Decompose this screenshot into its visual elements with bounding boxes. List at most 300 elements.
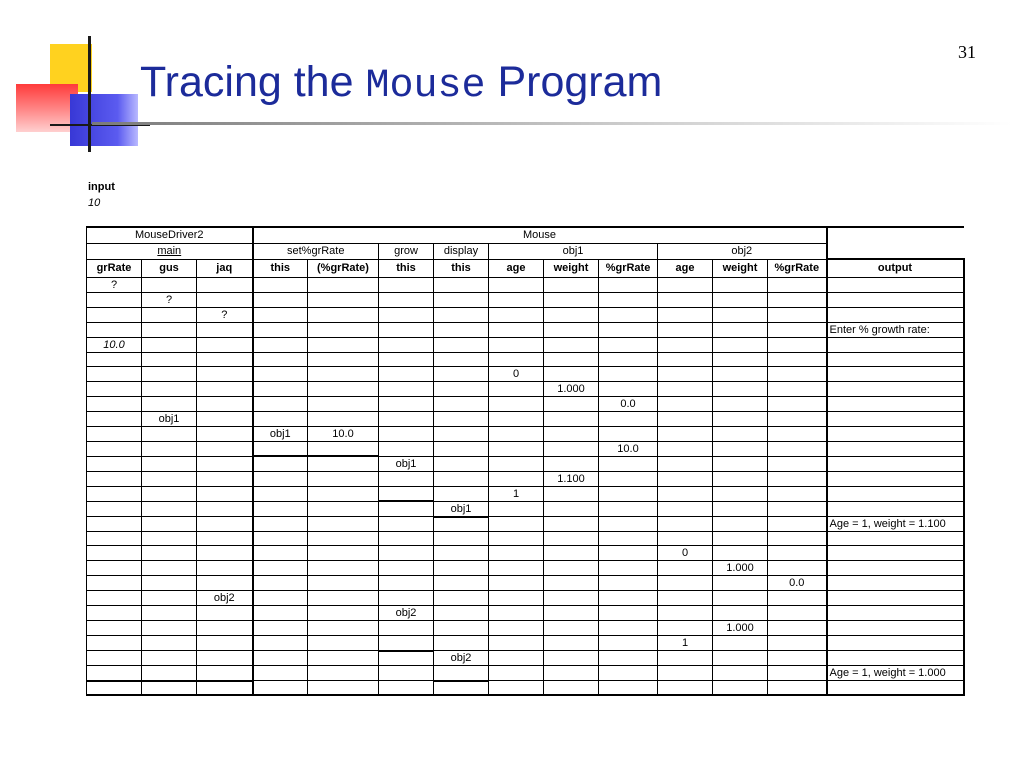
table-cell bbox=[599, 292, 658, 307]
table-cell bbox=[768, 517, 827, 532]
table-cell bbox=[544, 576, 599, 591]
table-cell bbox=[197, 381, 253, 396]
table-cell bbox=[308, 396, 379, 411]
table-cell bbox=[434, 517, 489, 532]
table-cell bbox=[599, 546, 658, 561]
table-cell bbox=[197, 517, 253, 532]
table-cell bbox=[87, 352, 142, 366]
table-cell bbox=[308, 322, 379, 337]
table-cell bbox=[87, 366, 142, 381]
column-header: this bbox=[253, 259, 308, 277]
table-cell bbox=[308, 591, 379, 606]
table-cell bbox=[658, 411, 713, 426]
title-prefix: Tracing the bbox=[140, 58, 366, 106]
table-cell bbox=[713, 546, 768, 561]
output-cell bbox=[827, 532, 964, 546]
table-cell: 10.0 bbox=[308, 426, 379, 441]
table-cell bbox=[713, 576, 768, 591]
table-cell bbox=[544, 651, 599, 666]
table-cell bbox=[599, 456, 658, 471]
table-cell bbox=[658, 501, 713, 517]
table-cell bbox=[544, 426, 599, 441]
table-cell bbox=[768, 456, 827, 471]
table-cell bbox=[308, 621, 379, 636]
table-cell bbox=[308, 681, 379, 695]
table-cell bbox=[253, 591, 308, 606]
table-cell bbox=[713, 471, 768, 486]
table-cell bbox=[713, 292, 768, 307]
table-cell bbox=[142, 561, 197, 576]
output-cell bbox=[827, 411, 964, 426]
header-row-classes bbox=[87, 227, 964, 243]
table-cell bbox=[489, 381, 544, 396]
table-cell bbox=[197, 546, 253, 561]
table-cell bbox=[713, 411, 768, 426]
table-cell bbox=[87, 666, 142, 681]
table-cell bbox=[544, 517, 599, 532]
output-cell bbox=[827, 426, 964, 441]
table-cell bbox=[142, 337, 197, 352]
table-row bbox=[87, 621, 964, 636]
table-cell bbox=[768, 411, 827, 426]
column-header: age bbox=[489, 259, 544, 277]
table-cell bbox=[544, 366, 599, 381]
table-cell bbox=[658, 381, 713, 396]
table-cell bbox=[87, 441, 142, 456]
table-cell bbox=[142, 651, 197, 666]
table-cell bbox=[308, 546, 379, 561]
output-cell bbox=[827, 441, 964, 456]
table-cell bbox=[713, 381, 768, 396]
table-cell bbox=[142, 277, 197, 292]
table-cell bbox=[434, 411, 489, 426]
table-cell bbox=[489, 576, 544, 591]
table-cell bbox=[434, 561, 489, 576]
table-cell bbox=[253, 681, 308, 695]
table-cell bbox=[768, 636, 827, 651]
table-cell bbox=[197, 366, 253, 381]
table-cell bbox=[253, 576, 308, 591]
table-cell bbox=[197, 277, 253, 292]
table-cell bbox=[658, 621, 713, 636]
table-row bbox=[87, 277, 964, 292]
table-cell bbox=[87, 532, 142, 546]
table-cell bbox=[658, 396, 713, 411]
table-row bbox=[87, 486, 964, 501]
table-row bbox=[87, 576, 964, 591]
table-cell bbox=[379, 426, 434, 441]
table-cell bbox=[658, 352, 713, 366]
table-row bbox=[87, 517, 964, 532]
table-cell bbox=[142, 517, 197, 532]
table-cell bbox=[308, 411, 379, 426]
table-cell bbox=[768, 666, 827, 681]
table-row bbox=[87, 591, 964, 606]
table-cell bbox=[87, 621, 142, 636]
output-cell bbox=[827, 651, 964, 666]
table-cell bbox=[489, 352, 544, 366]
table-cell bbox=[599, 426, 658, 441]
table-cell bbox=[434, 292, 489, 307]
column-header: output bbox=[827, 259, 964, 277]
table-cell bbox=[379, 366, 434, 381]
table-cell: ? bbox=[87, 277, 142, 292]
table-cell: 1 bbox=[658, 636, 713, 651]
table-cell: 1.000 bbox=[713, 561, 768, 576]
table-cell bbox=[308, 486, 379, 501]
table-cell bbox=[197, 292, 253, 307]
column-header: age bbox=[658, 259, 713, 277]
table-cell bbox=[434, 307, 489, 322]
table-cell bbox=[434, 322, 489, 337]
table-row bbox=[87, 381, 964, 396]
table-cell bbox=[434, 576, 489, 591]
table-cell: obj1 bbox=[379, 456, 434, 471]
table-cell bbox=[768, 651, 827, 666]
table-cell bbox=[434, 681, 489, 695]
table-cell bbox=[379, 411, 434, 426]
table-cell bbox=[379, 352, 434, 366]
table-row bbox=[87, 337, 964, 352]
table-cell bbox=[599, 322, 658, 337]
table-cell bbox=[599, 501, 658, 517]
table-cell bbox=[87, 456, 142, 471]
table-cell bbox=[658, 322, 713, 337]
table-row bbox=[87, 366, 964, 381]
table-cell bbox=[768, 546, 827, 561]
table-cell bbox=[308, 517, 379, 532]
table-cell bbox=[434, 426, 489, 441]
table-cell bbox=[489, 471, 544, 486]
column-header: weight bbox=[713, 259, 768, 277]
table-cell bbox=[142, 366, 197, 381]
table-cell bbox=[253, 486, 308, 501]
table-row bbox=[87, 651, 964, 666]
table-cell bbox=[544, 292, 599, 307]
table-cell bbox=[434, 396, 489, 411]
table-cell bbox=[308, 337, 379, 352]
table-cell bbox=[713, 486, 768, 501]
table-cell bbox=[544, 681, 599, 695]
table-cell bbox=[713, 456, 768, 471]
table-cell bbox=[489, 621, 544, 636]
table-cell bbox=[489, 636, 544, 651]
table-cell bbox=[379, 532, 434, 546]
table-cell bbox=[379, 277, 434, 292]
table-cell: 0 bbox=[489, 366, 544, 381]
table-cell bbox=[197, 576, 253, 591]
table-cell: ? bbox=[197, 307, 253, 322]
header-blank-2 bbox=[827, 243, 964, 259]
table-cell bbox=[544, 456, 599, 471]
table-cell bbox=[87, 381, 142, 396]
column-header: jaq bbox=[197, 259, 253, 277]
table-cell bbox=[544, 591, 599, 606]
table-cell bbox=[489, 532, 544, 546]
table-cell bbox=[658, 591, 713, 606]
table-row bbox=[87, 681, 964, 695]
header-blank bbox=[827, 227, 964, 243]
table-cell bbox=[544, 307, 599, 322]
table-cell bbox=[308, 352, 379, 366]
table-cell bbox=[658, 307, 713, 322]
table-cell bbox=[599, 681, 658, 695]
page-number: 31 bbox=[958, 42, 976, 62]
table-cell bbox=[308, 576, 379, 591]
table-cell bbox=[253, 381, 308, 396]
table-cell bbox=[713, 277, 768, 292]
table-cell bbox=[142, 532, 197, 546]
table-cell bbox=[658, 486, 713, 501]
table-cell bbox=[253, 532, 308, 546]
table-cell bbox=[658, 471, 713, 486]
table-cell bbox=[379, 591, 434, 606]
table-cell bbox=[253, 411, 308, 426]
table-cell bbox=[658, 576, 713, 591]
table-cell bbox=[768, 486, 827, 501]
table-cell bbox=[308, 441, 379, 456]
output-cell bbox=[827, 561, 964, 576]
table-cell bbox=[379, 292, 434, 307]
table-cell bbox=[253, 561, 308, 576]
slide-title bbox=[140, 58, 662, 109]
table-cell bbox=[434, 366, 489, 381]
table-cell bbox=[142, 352, 197, 366]
table-cell bbox=[713, 591, 768, 606]
table-cell bbox=[379, 636, 434, 651]
header-method-grow: grow bbox=[379, 243, 434, 259]
logo-vertical-line bbox=[88, 36, 91, 152]
table-cell bbox=[599, 352, 658, 366]
table-cell bbox=[87, 426, 142, 441]
table-cell bbox=[489, 561, 544, 576]
table-cell bbox=[142, 396, 197, 411]
table-cell: 10.0 bbox=[599, 441, 658, 456]
table-cell bbox=[142, 666, 197, 681]
table-cell bbox=[434, 606, 489, 621]
table-cell bbox=[87, 636, 142, 651]
title-underline bbox=[92, 122, 1012, 125]
table-cell bbox=[768, 352, 827, 366]
table-row bbox=[87, 396, 964, 411]
table-cell bbox=[544, 486, 599, 501]
table-cell bbox=[87, 322, 142, 337]
table-cell bbox=[489, 456, 544, 471]
table-cell bbox=[489, 292, 544, 307]
output-cell bbox=[827, 471, 964, 486]
slide-logo bbox=[0, 0, 160, 160]
table-cell bbox=[142, 636, 197, 651]
table-cell bbox=[599, 561, 658, 576]
table-cell bbox=[489, 307, 544, 322]
table-cell bbox=[544, 352, 599, 366]
table-cell bbox=[658, 561, 713, 576]
table-cell bbox=[713, 666, 768, 681]
table-cell bbox=[599, 606, 658, 621]
table-cell bbox=[379, 576, 434, 591]
table-cell bbox=[308, 277, 379, 292]
table-cell bbox=[253, 471, 308, 486]
table-cell bbox=[253, 501, 308, 517]
table-cell bbox=[87, 486, 142, 501]
table-cell bbox=[599, 532, 658, 546]
table-cell bbox=[253, 337, 308, 352]
table-cell bbox=[308, 292, 379, 307]
table-cell bbox=[253, 456, 308, 471]
table-cell bbox=[489, 517, 544, 532]
table-cell bbox=[599, 381, 658, 396]
table-cell bbox=[489, 501, 544, 517]
table-cell bbox=[197, 606, 253, 621]
output-cell bbox=[827, 591, 964, 606]
table-cell bbox=[253, 621, 308, 636]
column-header: grRate bbox=[87, 259, 142, 277]
table-cell bbox=[544, 546, 599, 561]
table-cell bbox=[434, 456, 489, 471]
table-cell bbox=[658, 651, 713, 666]
table-cell bbox=[544, 337, 599, 352]
table-cell bbox=[308, 307, 379, 322]
table-cell bbox=[599, 307, 658, 322]
table-cell bbox=[544, 532, 599, 546]
table-cell bbox=[713, 532, 768, 546]
table-cell bbox=[713, 681, 768, 695]
table-cell bbox=[142, 546, 197, 561]
table-row bbox=[87, 636, 964, 651]
table-row bbox=[87, 426, 964, 441]
table-cell bbox=[434, 337, 489, 352]
header-object-obj1: obj1 bbox=[489, 243, 658, 259]
table-cell bbox=[599, 591, 658, 606]
table-cell bbox=[544, 666, 599, 681]
table-cell bbox=[544, 441, 599, 456]
table-cell bbox=[308, 606, 379, 621]
table-cell bbox=[253, 277, 308, 292]
table-row bbox=[87, 501, 964, 517]
table-cell bbox=[253, 666, 308, 681]
table-row bbox=[87, 532, 964, 546]
table-cell bbox=[308, 471, 379, 486]
table-cell bbox=[434, 441, 489, 456]
table-cell bbox=[544, 606, 599, 621]
table-cell bbox=[489, 591, 544, 606]
output-cell bbox=[827, 277, 964, 292]
table-cell bbox=[768, 337, 827, 352]
table-cell bbox=[489, 666, 544, 681]
table-cell bbox=[768, 591, 827, 606]
table-cell bbox=[599, 471, 658, 486]
table-cell bbox=[142, 307, 197, 322]
table-cell bbox=[87, 546, 142, 561]
table-cell bbox=[142, 456, 197, 471]
table-cell bbox=[87, 411, 142, 426]
output-cell bbox=[827, 381, 964, 396]
output-cell bbox=[827, 546, 964, 561]
table-cell bbox=[713, 337, 768, 352]
table-cell bbox=[197, 486, 253, 501]
table-cell bbox=[713, 366, 768, 381]
table-cell bbox=[379, 396, 434, 411]
column-header: this bbox=[434, 259, 489, 277]
table-cell bbox=[768, 307, 827, 322]
table-cell bbox=[768, 441, 827, 456]
table-cell bbox=[713, 307, 768, 322]
output-cell bbox=[827, 576, 964, 591]
table-cell bbox=[87, 307, 142, 322]
logo-blue-square bbox=[70, 94, 138, 146]
output-cell bbox=[827, 366, 964, 381]
table-cell bbox=[87, 651, 142, 666]
table-cell bbox=[87, 591, 142, 606]
table-cell bbox=[768, 366, 827, 381]
table-cell bbox=[197, 322, 253, 337]
table-cell bbox=[87, 561, 142, 576]
table-row bbox=[87, 471, 964, 486]
output-cell bbox=[827, 292, 964, 307]
table-cell bbox=[197, 501, 253, 517]
table-cell bbox=[253, 651, 308, 666]
input-label: input bbox=[88, 181, 115, 193]
table-cell bbox=[197, 411, 253, 426]
table-cell bbox=[253, 396, 308, 411]
table-cell bbox=[379, 307, 434, 322]
table-cell bbox=[87, 681, 142, 695]
table-cell bbox=[142, 681, 197, 695]
table-cell bbox=[197, 337, 253, 352]
table-cell: ? bbox=[142, 292, 197, 307]
table-cell bbox=[197, 636, 253, 651]
column-header: this bbox=[379, 259, 434, 277]
header-row-columns bbox=[87, 259, 964, 277]
output-cell bbox=[827, 636, 964, 651]
table-cell bbox=[87, 396, 142, 411]
table-cell bbox=[142, 426, 197, 441]
trace-table bbox=[86, 226, 965, 696]
table-cell bbox=[142, 486, 197, 501]
table-cell bbox=[658, 456, 713, 471]
table-cell: obj1 bbox=[253, 426, 308, 441]
table-cell bbox=[599, 486, 658, 501]
output-cell bbox=[827, 396, 964, 411]
table-cell bbox=[434, 636, 489, 651]
table-cell bbox=[658, 441, 713, 456]
table-cell bbox=[379, 501, 434, 517]
table-cell bbox=[599, 277, 658, 292]
table-cell bbox=[142, 501, 197, 517]
input-value: 10 bbox=[88, 197, 101, 209]
table-cell bbox=[434, 546, 489, 561]
table-cell bbox=[197, 471, 253, 486]
table-cell bbox=[308, 666, 379, 681]
table-cell bbox=[658, 666, 713, 681]
table-cell bbox=[197, 352, 253, 366]
table-cell bbox=[253, 606, 308, 621]
table-cell bbox=[768, 322, 827, 337]
table-cell bbox=[142, 576, 197, 591]
table-cell bbox=[489, 426, 544, 441]
table-cell bbox=[142, 471, 197, 486]
table-cell bbox=[379, 517, 434, 532]
table-cell bbox=[599, 517, 658, 532]
table-cell bbox=[197, 681, 253, 695]
table-cell: obj2 bbox=[379, 606, 434, 621]
table-cell: obj1 bbox=[142, 411, 197, 426]
table-cell: 1 bbox=[489, 486, 544, 501]
table-cell bbox=[489, 606, 544, 621]
table-row bbox=[87, 441, 964, 456]
output-cell bbox=[827, 606, 964, 621]
table-row bbox=[87, 411, 964, 426]
